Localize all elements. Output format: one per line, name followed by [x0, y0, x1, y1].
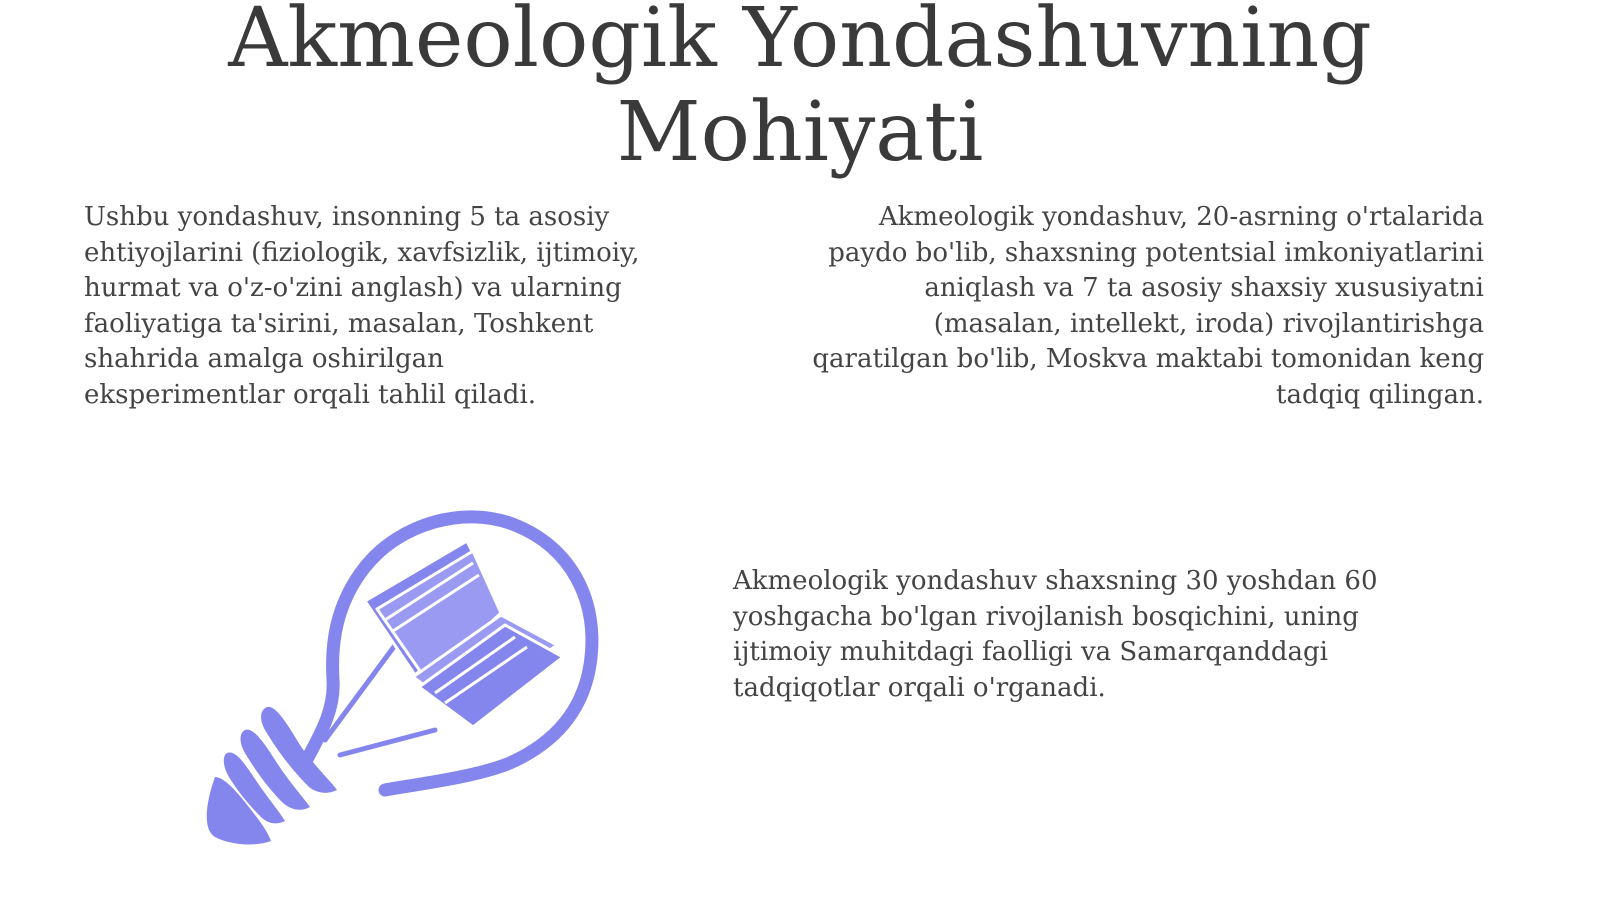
slide-title: Akmeologik Yondashuvning Mohiyati: [228, 0, 1372, 180]
paragraph-right: Akmeologik yondashuv, 20-asrning o'rtalarida paydo bo'lib, shaxsning potentsial imkoniyatlarini aniqlash va 7 ta asosiy shaxsiy xususiyatni (masalan, intellekt, iroda) rivojlantirishga qaratilgan bo'lib, Moskva maktabi tomonidan keng tadqiq qilingan.: [812, 202, 1484, 410]
paragraph-left: Ushbu yondashuv, insonning 5 ta asosiy ehtiyojlarini (fiziologik, xavfsizlik, ijtimoiy, hurmat va o'z-o'zini anglash) va ularning faoliyatiga ta'sirini, masalan, Toshkent shahrida amalga oshirilgan eksperimentlar orqali tahlil qiladi.: [84, 202, 640, 410]
paragraph-bottom: Akmeologik yondashuv shaxsning 30 yoshdan 60 yoshgacha bo'lgan rivojlanish bosqichini, uning ijtimoiy muhitdagi faolligi va Samarqanddagi tadqiqotlar orqali o'rganadi.: [733, 566, 1378, 703]
book-icon: [365, 541, 563, 727]
lightbulb-book-icon: [205, 505, 610, 850]
